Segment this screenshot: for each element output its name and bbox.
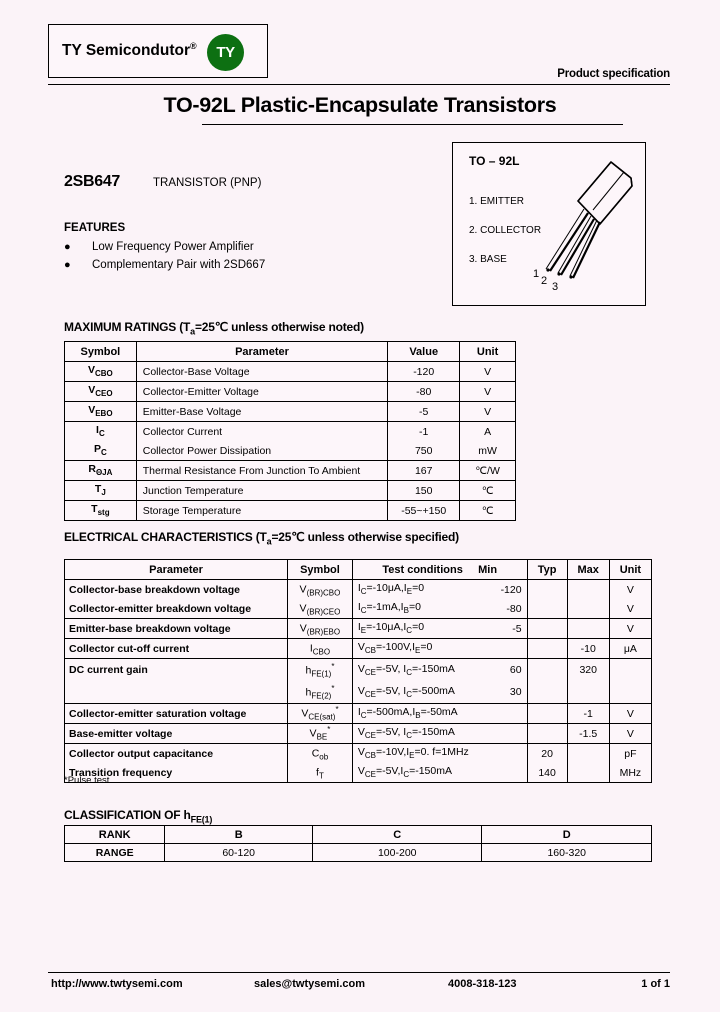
footer-page-number: 1 of 1 [641, 978, 670, 990]
features-heading: FEATURES [64, 222, 126, 234]
column-header-rank: RANK [65, 826, 165, 844]
unit-cell: V [609, 619, 651, 639]
unit-cell: V [609, 599, 651, 619]
logo-badge-icon: TY [207, 34, 244, 71]
footer-email-link[interactable]: sales@twtysemi.com [254, 978, 365, 990]
max-cell [567, 744, 609, 764]
parameter-cell: Collector-base breakdown voltage [65, 580, 288, 600]
test-condition-cell: $V_{CB}=-10V,I_E=0$. f=1MHz [352, 744, 527, 764]
symbol-cell: $h_{FE(2)}^*$ [288, 681, 353, 704]
maximum-ratings-heading: MAXIMUM RATINGS ($T_a=25℃$ unless otherwise noted) [64, 320, 364, 337]
symbol-cell: $f_T$ [288, 763, 353, 783]
table-row [65, 681, 652, 704]
registered-trademark-icon: ® [190, 41, 197, 51]
column-header-value: Value [388, 342, 460, 362]
column-header-parameter: Parameter [136, 342, 388, 362]
value-cell: -1 [388, 422, 460, 442]
feature-label: Complementary Pair with 2SD667 [92, 259, 266, 271]
table-header-row [65, 342, 516, 362]
lead-number-3: 3 [552, 281, 559, 293]
pulse-test-note: *Pulse test [64, 775, 110, 786]
package-title: TO – 92L [469, 154, 520, 168]
unit-cell: mW [460, 441, 516, 461]
value-cell: -5 [388, 402, 460, 422]
table-row [65, 362, 516, 382]
parameter-cell: Emitter-Base Voltage [136, 402, 388, 422]
symbol-cell: $V_{(BR)CEO}$ [288, 599, 353, 619]
unit-cell: A [460, 422, 516, 442]
footer-divider [48, 972, 670, 973]
typ-cell [527, 599, 567, 619]
table-row [65, 580, 652, 600]
min-value: -120 [500, 583, 522, 596]
test-condition-cell: $V_{CE}=-5V$, $I_C=-150mA$ 60 [352, 659, 527, 682]
part-description: TRANSISTOR (PNP) [153, 177, 262, 189]
table-row [65, 599, 652, 619]
column-header-typ: Typ [527, 560, 567, 580]
unit-cell: V [460, 402, 516, 422]
page-title: TO-92L Plastic-Encapsulate Transistors [163, 93, 557, 117]
parameter-cell: Storage Temperature [136, 501, 388, 521]
column-header-parameter: Parameter [65, 560, 288, 580]
column-header-symbol: Symbol [65, 342, 137, 362]
parameter-cell: Collector Current [136, 422, 388, 442]
max-cell [567, 599, 609, 619]
parameter-cell [65, 681, 288, 704]
table-row [65, 422, 516, 442]
symbol-cell: $T_J$ [65, 481, 137, 501]
unit-cell [609, 681, 651, 704]
max-cell: 320 [567, 659, 609, 682]
column-header-symbol: Symbol [288, 560, 353, 580]
package-pin-label: 1. EMITTER [469, 196, 525, 207]
table-row [65, 619, 652, 639]
symbol-cell: $V_{BE}^*$ [288, 724, 353, 744]
value-cell: 167 [388, 461, 460, 481]
typ-cell [527, 580, 567, 600]
symbol-cell: $V_{EBO}$ [65, 402, 137, 422]
package-pin-label: 3. BASE [469, 254, 507, 265]
test-condition-cell: $I_C=-500mA,I_B=-50mA$ [352, 704, 527, 724]
test-condition-cell: $I_C=-1mA,I_B=0$ -80 [352, 599, 527, 619]
symbol-cell: $R_{\Theta JA}$ [65, 461, 137, 481]
title-underline [202, 124, 623, 125]
column-header-rank-d: D [482, 826, 652, 844]
transistor-package-drawing [531, 153, 637, 298]
typ-cell [527, 704, 567, 724]
electrical-characteristics-table [64, 559, 652, 783]
unit-cell: μA [609, 639, 651, 659]
max-cell [567, 681, 609, 704]
parameter-cell: Collector-Base Voltage [136, 362, 388, 382]
maximum-ratings-table [64, 341, 516, 521]
classification-table [64, 825, 652, 862]
parameter-cell: Junction Temperature [136, 481, 388, 501]
parameter-cell: Collector cut-off current [65, 639, 288, 659]
symbol-cell: $V_{CEO}$ [65, 382, 137, 402]
column-header-test-conditions: Test conditions Min [352, 560, 527, 580]
feature-item [64, 241, 254, 253]
column-header-unit: Unit [609, 560, 651, 580]
page-footer [48, 978, 670, 998]
symbol-cell: $h_{FE(1)}^*$ [288, 659, 353, 682]
electrical-characteristics-heading: ELECTRICAL CHARACTERISTICS ($T_a=25℃$ unless otherwise specified) [64, 530, 459, 547]
max-cell: -10 [567, 639, 609, 659]
unit-cell: V [460, 382, 516, 402]
unit-cell: V [609, 580, 651, 600]
table-row [65, 724, 652, 744]
table-header-row [65, 560, 652, 580]
max-cell [567, 619, 609, 639]
test-condition-cell: $V_{CE}=-5V$, $I_C=-150mA$ [352, 724, 527, 744]
company-logo-box [48, 24, 268, 78]
test-condition-cell: $V_{CB}=-100V,I_E=0$ [352, 639, 527, 659]
parameter-cell: DC current gain [65, 659, 288, 682]
typ-cell: 140 [527, 763, 567, 783]
max-cell [567, 763, 609, 783]
package-pin-label: 2. COLLECTOR [469, 225, 542, 236]
value-cell: -55~+150 [388, 501, 460, 521]
column-header-unit: Unit [460, 342, 516, 362]
feature-item [64, 259, 265, 271]
parameter-cell: Collector-emitter breakdown voltage [65, 599, 288, 619]
table-row [65, 659, 652, 682]
table-row [65, 441, 516, 461]
typ-cell [527, 619, 567, 639]
symbol-cell: $V_{CE(sat)}^*$ [288, 704, 353, 724]
max-cell: -1 [567, 704, 609, 724]
unit-cell: V [609, 704, 651, 724]
table-row [65, 763, 652, 783]
symbol-cell: $C_{ob}$ [288, 744, 353, 764]
range-value-d: 160-320 [482, 844, 652, 862]
typ-cell: 20 [527, 744, 567, 764]
value-cell: -80 [388, 382, 460, 402]
range-label: RANGE [65, 844, 165, 862]
min-value: 30 [509, 686, 522, 698]
part-number: 2SB647 [64, 173, 121, 190]
parameter-cell: Emitter-base breakdown voltage [65, 619, 288, 639]
classification-heading: CLASSIFICATION OF $h_{FE(1)}$ [64, 808, 213, 825]
table-row [65, 639, 652, 659]
column-header-rank-c: C [313, 826, 482, 844]
symbol-cell: $V_{(BR)CBO}$ [288, 580, 353, 600]
min-value: -5 [512, 622, 522, 635]
parameter-cell: Thermal Resistance From Junction To Ambient [136, 461, 388, 481]
unit-cell: ℃/W [460, 461, 516, 481]
typ-cell [527, 659, 567, 682]
parameter-cell: Collector Power Dissipation [136, 441, 388, 461]
symbol-cell: $P_C$ [65, 441, 137, 461]
value-cell: 150 [388, 481, 460, 501]
range-value-b: 60-120 [165, 844, 313, 862]
bullet-icon: ● [64, 241, 71, 253]
symbol-cell: $T_{stg}$ [65, 501, 137, 521]
range-value-c: 100-200 [313, 844, 482, 862]
max-cell [567, 580, 609, 600]
table-row [65, 744, 652, 764]
footer-website-link[interactable]: http://www.twtysemi.com [51, 978, 183, 990]
footer-phone: 4008-318-123 [448, 978, 517, 990]
typ-cell [527, 724, 567, 744]
column-header-rank-b: B [165, 826, 313, 844]
company-name: TY Semicondutor® [62, 41, 197, 60]
max-cell: -1.5 [567, 724, 609, 744]
test-condition-cell: $V_{CE}=-5V,I_C=-150mA$ [352, 763, 527, 783]
unit-cell: pF [609, 744, 651, 764]
bullet-icon: ● [64, 259, 71, 271]
symbol-cell: $V_{CBO}$ [65, 362, 137, 382]
test-condition-cell: $V_{CE}=-5V$, $I_C=-500mA$ 30 [352, 681, 527, 704]
table-row [65, 402, 516, 422]
table-row [65, 501, 516, 521]
table-row [65, 382, 516, 402]
table-row [65, 481, 516, 501]
parameter-cell: Collector-emitter saturation voltage [65, 704, 288, 724]
unit-cell: ℃ [460, 481, 516, 501]
value-cell: 750 [388, 441, 460, 461]
table-row [65, 461, 516, 481]
parameter-cell: Collector output capacitance [65, 744, 288, 764]
unit-cell: V [609, 724, 651, 744]
table-row [65, 844, 652, 862]
package-outline-box [452, 142, 646, 306]
min-value: 60 [509, 664, 522, 676]
column-header-max: Max [567, 560, 609, 580]
parameter-cell: Base-emitter voltage [65, 724, 288, 744]
product-specification-label: Product specification [557, 68, 670, 80]
lead-number-2: 2 [541, 275, 548, 287]
typ-cell [527, 681, 567, 704]
unit-cell: ℃ [460, 501, 516, 521]
parameter-cell: Transition frequency [65, 763, 288, 783]
test-condition-cell: $I_E=-10\mu A,I_C=0$ -5 [352, 619, 527, 639]
table-header-row [65, 826, 652, 844]
lead-number-1: 1 [533, 268, 540, 280]
unit-cell [609, 659, 651, 682]
parameter-cell: Collector-Emitter Voltage [136, 382, 388, 402]
test-condition-cell: $I_C=-10\mu A,I_E=0$ -120 [352, 580, 527, 600]
table-row [65, 704, 652, 724]
symbol-cell: $I_C$ [65, 422, 137, 442]
header-divider [48, 84, 670, 85]
symbol-cell: $V_{(BR)EBO}$ [288, 619, 353, 639]
feature-label: Low Frequency Power Amplifier [92, 241, 254, 253]
unit-cell: MHz [609, 763, 651, 783]
typ-cell [527, 639, 567, 659]
unit-cell: V [460, 362, 516, 382]
min-value: -80 [506, 602, 522, 615]
symbol-cell: $I_{CBO}$ [288, 639, 353, 659]
value-cell: -120 [388, 362, 460, 382]
